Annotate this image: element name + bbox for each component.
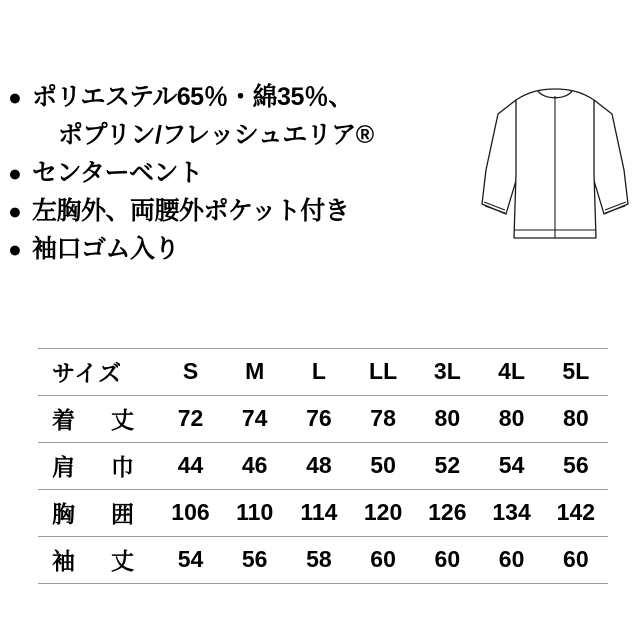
size-table-head [38, 349, 608, 396]
size-table-body [38, 396, 608, 584]
cell-sleeve-length-ll: 60 [351, 537, 415, 584]
cell-sleeve-length-l: 58 [287, 537, 351, 584]
row-label-shoulder-width-a: 肩 [52, 454, 75, 480]
feature-item-material-text [32, 78, 498, 154]
row-label-chest [38, 490, 158, 537]
cell-chest-5l: 142 [544, 490, 608, 537]
cell-sleeve-length-3l: 60 [415, 537, 479, 584]
header-col-m: M [223, 349, 287, 396]
row-label-sleeve-length [38, 537, 158, 584]
feature-pockets-line1: 左胸外、両腰外ポケット付き [32, 197, 350, 225]
cell-chest-l: 114 [287, 490, 351, 537]
header-col-s: S [158, 349, 222, 396]
cell-shoulder-width-4l: 54 [479, 443, 543, 490]
row-label-body-length-b: 丈 [111, 407, 134, 433]
cell-shoulder-width-s: 44 [158, 443, 222, 490]
bullet-icon: ● [8, 84, 22, 110]
feature-list [8, 78, 498, 268]
header-col-l: L [287, 349, 351, 396]
cell-shoulder-width-5l: 56 [544, 443, 608, 490]
row-label-chest-a: 胸 [52, 501, 75, 527]
feature-item-center-vent [8, 154, 498, 192]
row-label-shoulder-width [38, 443, 158, 490]
table-row [38, 490, 608, 537]
row-label-sleeve-length-a: 袖 [52, 548, 75, 574]
row-label-body-length-a: 着 [52, 407, 75, 433]
cell-chest-s: 106 [158, 490, 222, 537]
cell-chest-ll: 120 [351, 490, 415, 537]
cell-chest-4l: 134 [479, 490, 543, 537]
cell-shoulder-width-3l: 52 [415, 443, 479, 490]
bullet-icon: ● [8, 160, 22, 186]
feature-material-line2: ポプリン/フレッシュエリア® [58, 121, 374, 149]
feature-item-cuff-elastic [8, 230, 498, 268]
garment-illustration [470, 78, 640, 268]
bullet-icon: ● [8, 198, 22, 224]
header-size-label: サイズ [38, 349, 158, 396]
feature-material-line1: ポリエステル65％・綿35％、 [32, 83, 353, 111]
cell-body-length-s: 72 [158, 396, 222, 443]
table-row [38, 396, 608, 443]
feature-item-center-vent-text [32, 154, 498, 192]
cell-body-length-5l: 80 [544, 396, 608, 443]
cell-body-length-3l: 80 [415, 396, 479, 443]
cell-shoulder-width-m: 46 [223, 443, 287, 490]
cell-body-length-ll: 78 [351, 396, 415, 443]
table-header-row [38, 349, 608, 396]
size-table-container [38, 348, 608, 584]
header-col-5l: 5L [544, 349, 608, 396]
jacket-back-view-icon [470, 78, 640, 268]
cell-body-length-l: 76 [287, 396, 351, 443]
cell-shoulder-width-ll: 50 [351, 443, 415, 490]
header-col-ll: LL [351, 349, 415, 396]
row-label-sleeve-length-b: 丈 [111, 548, 134, 574]
cell-chest-3l: 126 [415, 490, 479, 537]
cell-chest-m: 110 [223, 490, 287, 537]
cell-sleeve-length-4l: 60 [479, 537, 543, 584]
bullet-icon: ● [8, 236, 22, 262]
feature-item-pockets-text [32, 192, 498, 230]
row-label-chest-b: 囲 [111, 501, 134, 527]
table-row [38, 537, 608, 584]
cell-body-length-m: 74 [223, 396, 287, 443]
feature-item-pockets [8, 192, 498, 230]
table-row [38, 443, 608, 490]
cell-shoulder-width-l: 48 [287, 443, 351, 490]
feature-item-cuff-elastic-text [32, 230, 498, 268]
feature-cuff-elastic-line1: 袖口ゴム入り [32, 235, 180, 263]
header-col-4l: 4L [479, 349, 543, 396]
cell-body-length-4l: 80 [479, 396, 543, 443]
cell-sleeve-length-5l: 60 [544, 537, 608, 584]
size-table [38, 348, 608, 584]
header-col-3l: 3L [415, 349, 479, 396]
feature-center-vent-line1: センターベント [32, 159, 203, 187]
feature-item-material [8, 78, 498, 154]
cell-sleeve-length-m: 56 [223, 537, 287, 584]
row-label-body-length [38, 396, 158, 443]
row-label-shoulder-width-b: 巾 [111, 454, 134, 480]
cell-sleeve-length-s: 54 [158, 537, 222, 584]
